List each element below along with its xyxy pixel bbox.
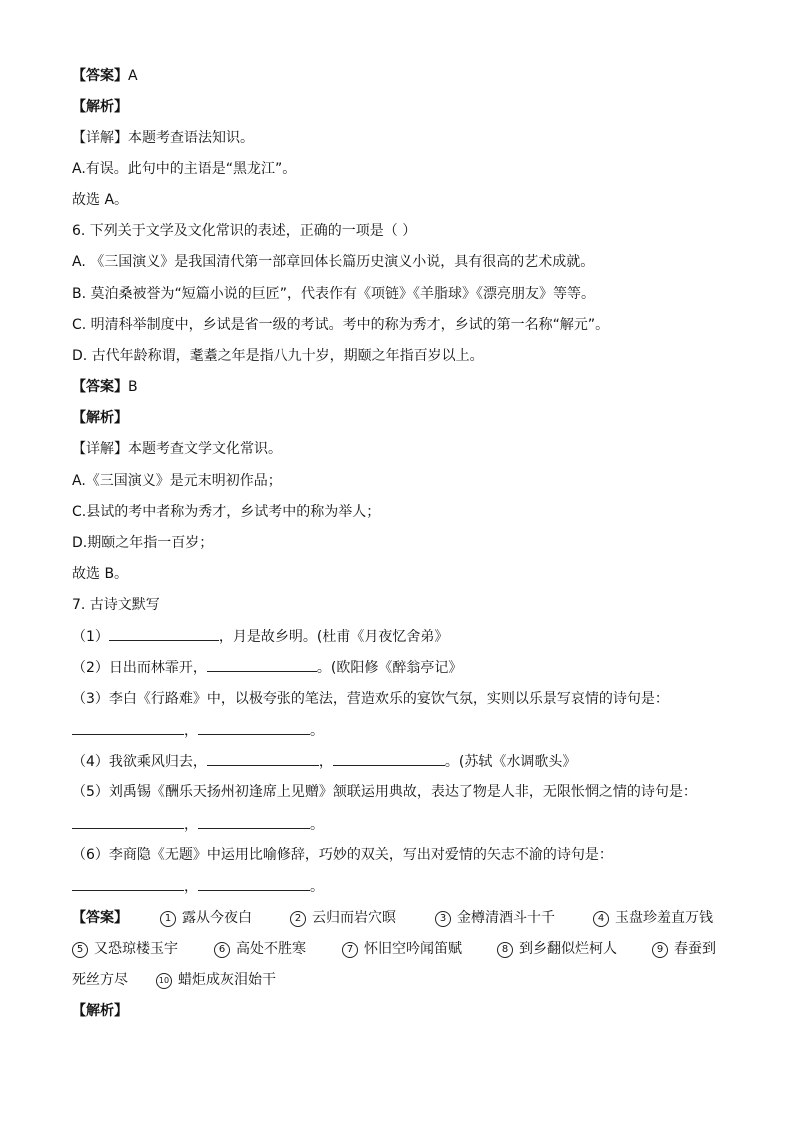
poem-item-4 (72, 751, 576, 772)
poem-item-3-answer (72, 720, 324, 741)
answer-text: 蜡炬成灰泪始干 (178, 972, 276, 988)
answer-item (593, 908, 713, 928)
answer-text: 又恐琼楼玉宇 (94, 941, 178, 957)
period: 。 (310, 817, 324, 833)
fill-blank[interactable] (207, 751, 319, 766)
answer-tag: 【答案】 (72, 910, 128, 926)
poem-item-1 (72, 626, 448, 647)
analysis-tag: 【解析】 (72, 99, 128, 115)
fill-blank[interactable] (72, 876, 184, 891)
detail-tag: 【详解】 (72, 130, 128, 146)
item-number: （1） (72, 629, 109, 645)
answer-item (72, 939, 178, 959)
answer-item (214, 939, 306, 959)
answer-item (160, 908, 252, 928)
answer-item (342, 939, 462, 959)
item-text: （2）日出而林霏开， (72, 660, 207, 676)
period: 。 (310, 879, 324, 895)
comma: ， (318, 754, 333, 770)
detail-text: 本题考查语法知识。 (128, 130, 254, 146)
circled-number: 10 (156, 973, 172, 989)
item-text: 。(苏轼《水调歌头》 (444, 754, 577, 770)
analysis-point: D.期颐之年指一百岁； (72, 535, 214, 551)
circled-number: 6 (214, 942, 230, 958)
poem-item-5-prompt: （5）刘禹锡《酬乐天扬州初逢席上见赠》颔联运用典故，表达了物是人非，无限怅惘之情的诗句是： (72, 784, 697, 800)
answer-item (497, 939, 617, 959)
option-b: B. 莫泊桑被誉为“短篇小说的巨匠”，代表作有《项链》《羊脂球》《漂亮朋友》等等。 (72, 286, 596, 302)
answer-item (652, 939, 716, 959)
answer-text: 春蚕到 (674, 941, 716, 957)
answer-text: 高处不胜寒 (236, 941, 306, 957)
fill-blank[interactable] (109, 626, 219, 641)
item-text: ，月是故乡明。(杜甫《月夜忆舍弟》 (218, 629, 449, 645)
period: 。 (310, 723, 324, 739)
fill-blank[interactable] (72, 814, 184, 829)
analysis-point: C.县试的考中者称为秀才，乡试考中的称为举人； (72, 504, 381, 520)
item-text: 。(欧阳修《醉翁亭记》 (316, 660, 463, 676)
answer-text: 玉盘珍羞直万钱 (615, 910, 713, 926)
answer-item (435, 908, 555, 928)
fill-blank[interactable] (333, 751, 445, 766)
choose-line: 故选 B。 (72, 566, 129, 582)
answer-tag: 【答案】 (72, 68, 128, 84)
answer-line (72, 377, 138, 397)
answer-item (290, 908, 396, 928)
answer-line (72, 66, 138, 86)
poem-item-3-prompt: （3）李白《行路难》中，以极夸张的笔法，营造欢乐的宴饮气氛，实则以乐景写哀情的诗句是： (72, 691, 669, 707)
circled-number: 1 (160, 911, 176, 927)
detail-line (72, 128, 254, 148)
option-d: D. 古代年龄称谓，耄耋之年是指八九十岁，期颐之年指百岁以上。 (72, 348, 484, 364)
answer-continuation: 死丝方尽 (72, 972, 128, 988)
circled-number: 8 (497, 942, 513, 958)
detail-tag: 【详解】 (72, 441, 128, 457)
analysis-tag: 【解析】 (72, 410, 128, 426)
option-c: C. 明清科举制度中，乡试是省一级的考试。考中的称为秀才，乡试的第一名称“解元”。 (72, 317, 610, 333)
comma: ， (184, 817, 198, 833)
item-text: （4）我欲乘风归去， (72, 754, 207, 770)
poem-item-6-prompt: （6）李商隐《无题》中运用比喻修辞，巧妙的双关，写出对爱情的矢志不渝的诗句是： (72, 847, 613, 863)
choose-line: 故选 A。 (72, 192, 129, 208)
analysis-point: A.《三国演义》是元末明初作品； (72, 473, 282, 489)
poem-item-2 (72, 657, 462, 678)
question-7-stem: 7. 古诗文默写 (72, 597, 160, 613)
detail-text: 本题考查文学文化常识。 (128, 441, 282, 457)
poem-item-6-answer (72, 876, 324, 897)
answer-value: B (128, 379, 138, 395)
answer-value: A (128, 68, 138, 84)
circled-number: 2 (290, 911, 306, 927)
fill-blank[interactable] (198, 720, 310, 735)
detail-line (72, 439, 282, 459)
circled-number: 9 (652, 942, 668, 958)
option-a: A. 《三国演义》是我国清代第一部章回体长篇历史演义小说，具有很高的艺术成就。 (72, 254, 595, 270)
answer-tag: 【答案】 (72, 379, 128, 395)
answer-text: 金樽清酒斗十千 (457, 910, 555, 926)
question-6-stem: 6. 下列关于文学及文化常识的表述，正确的一项是（ ） (72, 223, 417, 239)
fill-blank[interactable] (198, 814, 310, 829)
circled-number: 3 (435, 911, 451, 927)
analysis-tag: 【解析】 (72, 1003, 128, 1019)
comma: ， (184, 879, 198, 895)
circled-number: 5 (72, 942, 88, 958)
analysis-point: A.有误。此句中的主语是“黑龙江”。 (72, 161, 297, 177)
answer-text: 露从今夜白 (182, 910, 252, 926)
fill-blank[interactable] (198, 876, 310, 891)
fill-blank[interactable] (72, 720, 184, 735)
fill-blank[interactable] (207, 657, 317, 672)
circled-number: 4 (593, 911, 609, 927)
answer-text: 到乡翻似烂柯人 (519, 941, 617, 957)
answer-text: 怀旧空吟闻笛赋 (364, 941, 462, 957)
comma: ， (184, 723, 198, 739)
answer-item (156, 970, 276, 990)
poem-item-5-answer (72, 814, 324, 835)
circled-number: 7 (342, 942, 358, 958)
answer-text: 云归而岩穴暝 (312, 910, 396, 926)
